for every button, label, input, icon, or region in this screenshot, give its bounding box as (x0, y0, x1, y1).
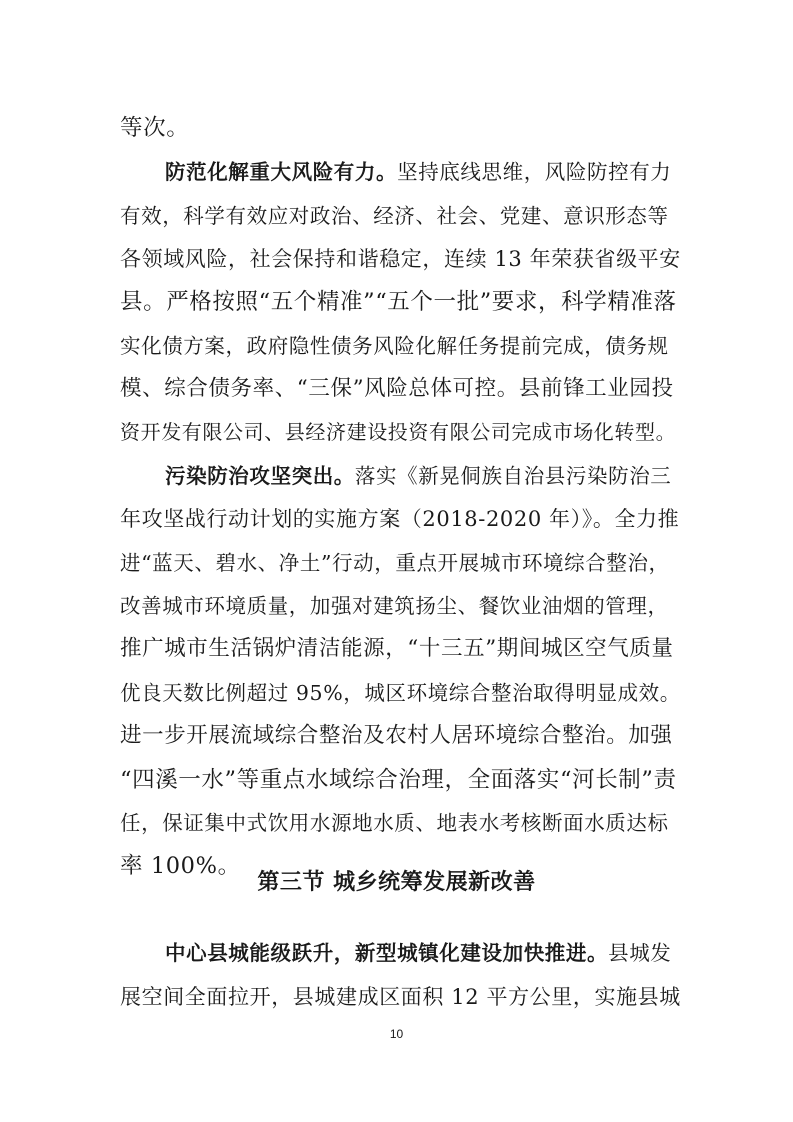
text-line: “四溪一水”等重点水域综合治理，全面落实“河长制”责 (120, 767, 677, 793)
text-line: 有效，科学有效应对政治、经济、社会、党建、意识形态等 (120, 204, 669, 228)
page-number: 10 (389, 1027, 404, 1041)
section-heading: 第三节 城乡统筹发展新改善 (257, 870, 536, 895)
text-line: 优良天数比例超过 95%，城区环境综合整治取得明显成效。 (120, 681, 681, 705)
text-line: 模、综合债务率、“三保”风险总体可控。县前锋工业园投 (120, 376, 674, 401)
text-line: 县。严格按照“五个精准”“五个一批”要求，科学精准落 (120, 289, 677, 315)
text-run: 落实《新晃侗族自治县污染防治三 (354, 464, 672, 488)
text-line: 任，保证集中式饮用水源地水质、地表水考核断面水质达标 (120, 811, 669, 835)
paragraph-heading: 污染防治攻坚突出。 (165, 464, 355, 488)
paragraph-heading: 中心县城能级跃升，新型城镇化建设加快推进。 (165, 941, 609, 965)
text-line: 等次。 (120, 115, 190, 141)
text-line: 各领域风险，社会保持和谐稳定，连续 13 年荣获省级平安 (120, 247, 681, 271)
text-line: 资开发有限公司、县经济建设投资有限公司完成市场化转型。 (120, 420, 677, 444)
text-line: 率 100%。 (120, 853, 241, 879)
text-line: 年攻坚战行动计划的实施方案（2018-2020 年）》。全力推 (120, 507, 680, 531)
text-run: 县城发 (608, 941, 672, 965)
paragraph-heading: 防范化解重大风险有力。 (165, 160, 398, 184)
text-line: 实化债方案，政府隐性债务风险化解任务提前完成，债务规 (120, 334, 669, 358)
text-run: 坚持底线思维，风险防控有力 (397, 160, 672, 184)
text-line: 改善城市环境质量，加强对建筑扬尘、餐饮业油烟的管理， (120, 594, 669, 618)
paragraph-first-line (165, 157, 680, 187)
paragraph-first-line (165, 461, 680, 491)
text-line: 进“蓝天、碧水、净土”行动，重点开展城市环境综合整治， (120, 551, 670, 575)
text-line: 推广城市生活锅炉清洁能源，“十三五”期间城区空气质量 (120, 636, 674, 661)
text-line: 展空间全面拉开，县城建成区面积 12 平方公里，实施县城 (120, 985, 681, 1009)
paragraph-first-line (165, 938, 680, 968)
text-line: 进一步开展流域综合整治及农村人居环境综合整治。加强 (120, 723, 673, 748)
